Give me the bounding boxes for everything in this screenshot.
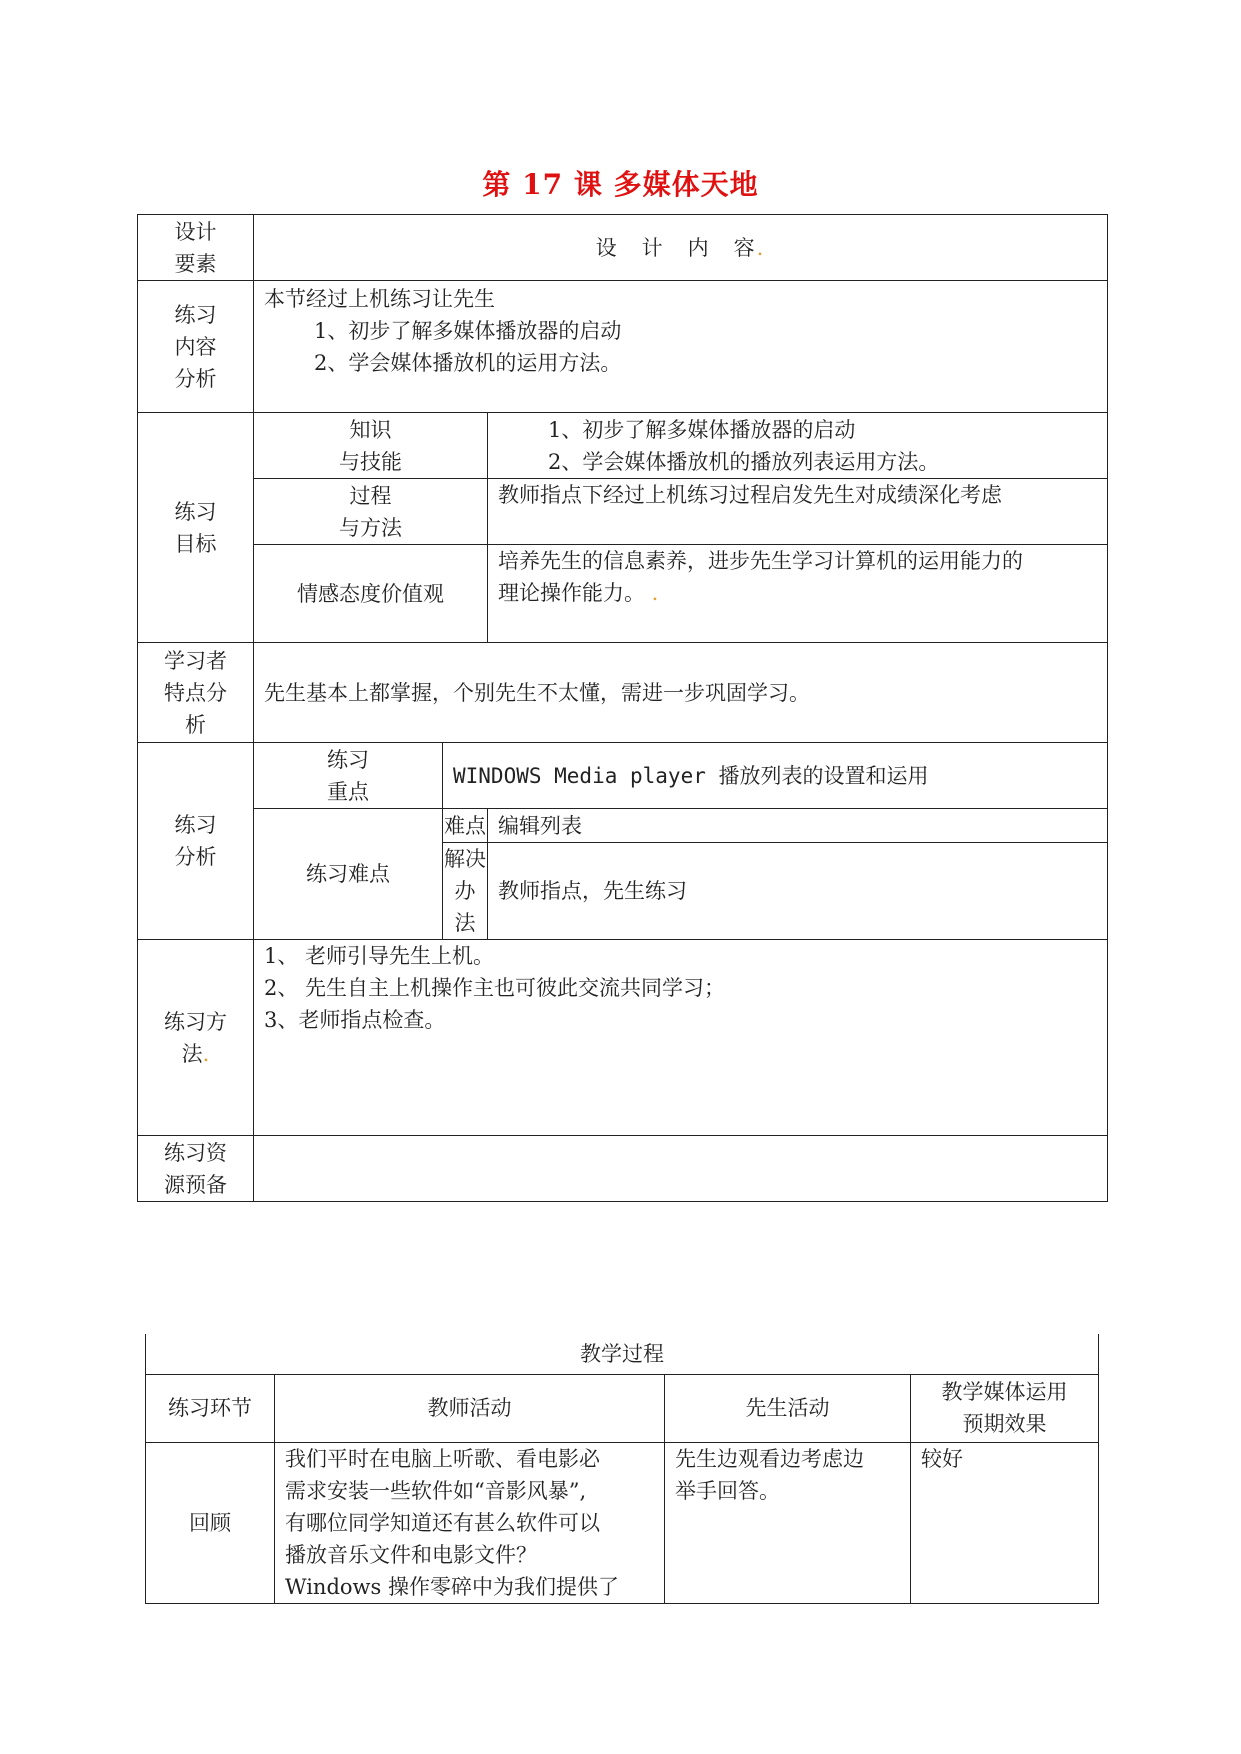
header-element-label: 设计 要素 [138,215,254,281]
resources-label: 练习资 源预备 [138,1136,254,1202]
header-student: 先生活动 [665,1374,911,1442]
objective-sub-process: 过程 与方法 [254,479,488,545]
analysis-label: 练习 内容 分析 [138,281,254,413]
effect-cell: 较好 [911,1442,1099,1603]
process-table [145,1334,1099,1604]
analysis-line: 2、学会媒体播放机的运用方法。 [314,351,622,375]
objective-text-process: 教师指点下经过上机练习过程启发先生对成绩深化考虑 [488,479,1108,545]
process-title: 教学过程 [146,1334,1099,1374]
resources-text [254,1136,1108,1202]
solution-text: 教师指点，先生练习 [488,843,1108,940]
objective-sub-knowledge: 知识 与技能 [254,413,488,479]
header-effect: 教学媒体运用 预期效果 [911,1374,1099,1442]
learner-label: 学习者 特点分 析 [138,643,254,743]
practice-analysis-label: 练习 分析 [138,743,254,940]
teacher-cell: 我们平时在电脑上听歌、看电影必 需求安装一些软件如“音影风暴”, 有哪位同学知道还有甚么软件可以 播放音乐文件和电影文件？ Windows 操作零碎中为我们提供了 [275,1442,665,1603]
objective-text-knowledge: 1、初步了解多媒体播放器的启动 2、学会媒体播放机的播放列表运用方法。 [488,413,1108,479]
method-label: 练习方 法. [138,940,254,1136]
objective-text-attitude: 培养先生的信息素养，进步先生学习计算机的运用能力的 理论操作能力。 . [488,545,1108,643]
header-content-label: 设 计 内 容. [254,215,1108,281]
difficulty-sub: 难点 [443,809,488,843]
key-point-label: 练习 重点 [254,743,443,809]
method-line: 3、老师指点检查。 [264,1008,446,1032]
objective-sub-attitude: 情感态度价值观 [254,545,488,643]
objectives-label: 练习 目标 [138,413,254,643]
page-title: 第 17 课 多媒体天地 [482,168,759,201]
design-table [137,214,1108,1202]
student-cell: 先生边观看边考虑边 举手回答。 [665,1442,911,1603]
method-content [254,940,1108,1136]
learner-text: 先生基本上都掌握，个别先生不太懂，需进一步巩固学习。 [254,643,1108,743]
analysis-content [254,281,1108,413]
key-point-text: WINDOWS Media player 播放列表的设置和运用 [443,743,1108,809]
difficulty-label: 练习难点 [254,809,443,940]
header-stage: 练习环节 [146,1374,275,1442]
analysis-line: 本节经过上机练习让先生 [264,287,495,311]
analysis-line: 1、初步了解多媒体播放器的启动 [314,319,622,343]
method-line: 1、 老师引导先生上机。 [264,944,495,968]
method-line: 2、 先生自主上机操作主也可彼此交流共同学习； [264,976,726,1000]
solution-sub: 解决办 法 [443,843,488,940]
stage-cell: 回顾 [146,1442,275,1603]
header-teacher: 教师活动 [275,1374,665,1442]
difficulty-text: 编辑列表 [488,809,1108,843]
